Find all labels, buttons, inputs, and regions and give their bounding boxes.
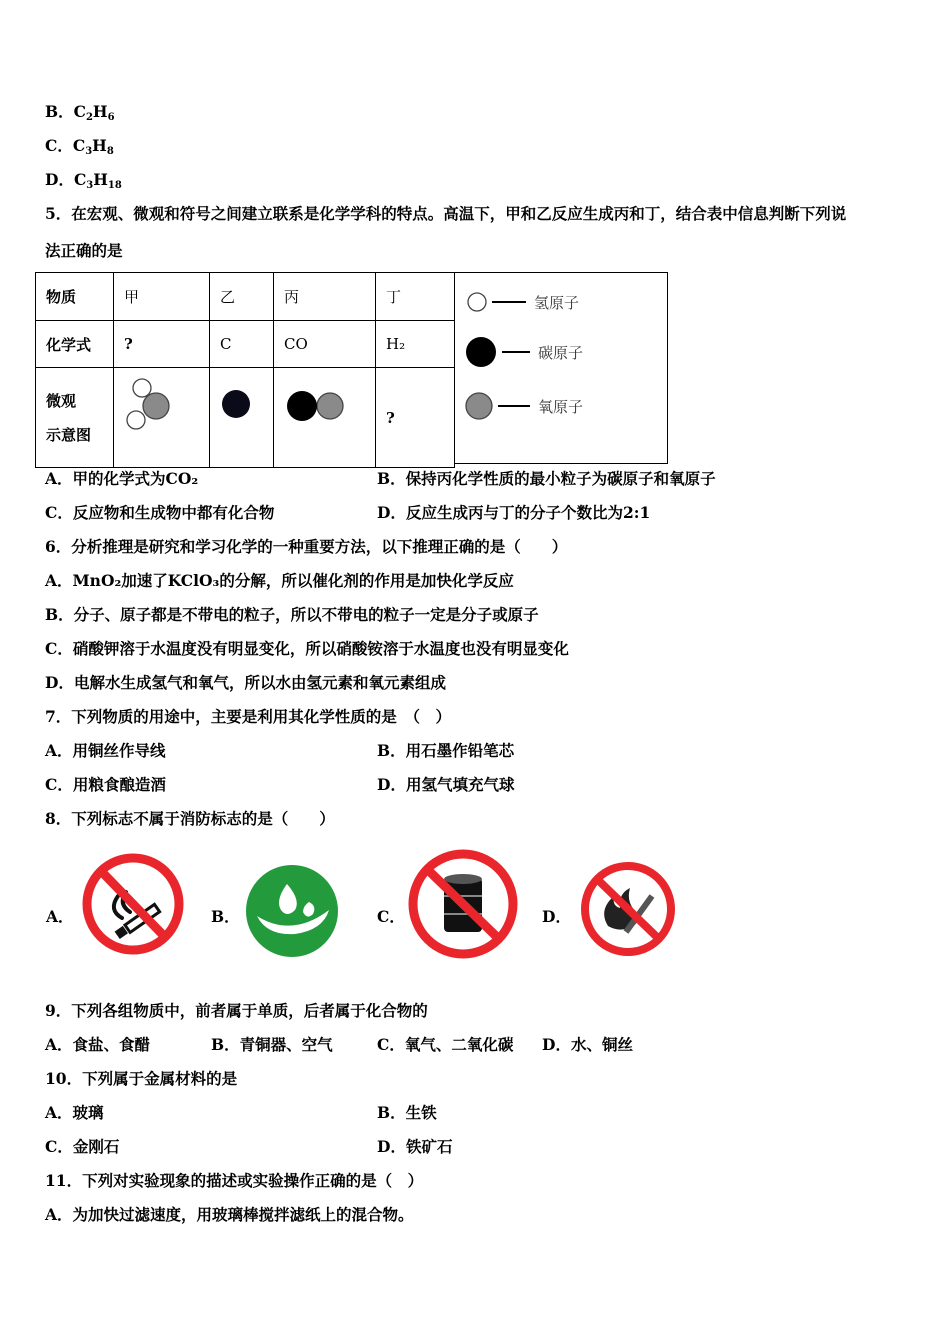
legend-oxygen-label: 氧原子 — [538, 397, 584, 416]
formula-jia: ? — [114, 321, 210, 368]
legend-hydrogen-label: 氢原子 — [534, 293, 580, 312]
molecule-yi — [210, 368, 263, 463]
oxygen-atom — [317, 393, 343, 419]
row-header-formula: 化学式 — [36, 321, 114, 368]
q4-option-d: D．$C_3H_{18}$ — [45, 170, 122, 191]
q8-label-b: B． — [211, 907, 240, 926]
formula-ding: H₂ — [376, 321, 455, 368]
cell-jia: 甲 — [114, 273, 210, 321]
q4-option-b: B．$C_2H_6$ — [45, 102, 115, 123]
no-flammables-sign-icon — [406, 848, 520, 960]
cell-bing: 丙 — [274, 273, 376, 321]
q5-option-b: B．保持丙化学性质的最小粒子为碳原子和氧原子 — [377, 469, 716, 488]
q10-option-d: D．铁矿石 — [377, 1137, 453, 1156]
formula-bing: CO — [274, 321, 376, 368]
row-header-micro-line1: 微观 — [46, 391, 77, 410]
q6-option-b: B．分子、原子都是不带电的粒子，所以不带电的粒子一定是分子或原子 — [45, 605, 539, 624]
q10-option-a: A．玻璃 — [45, 1103, 104, 1122]
carbon-atom — [287, 391, 317, 421]
q11-stem: 11．下列对实验现象的描述或实验操作正确的是（ ） — [45, 1171, 424, 1190]
q11-option-a: A．为加快过滤速度，用玻璃棒搅拌滤纸上的混合物。 — [45, 1205, 414, 1224]
micro-bing — [274, 368, 376, 468]
legend-carbon — [464, 335, 583, 369]
q8-label-c: C． — [377, 907, 405, 926]
molecule-jia — [114, 368, 199, 463]
row-header-micro-line2: 示意图 — [46, 425, 92, 444]
q5-table — [35, 272, 455, 468]
q8-stem: 8．下列标志不属于消防标志的是（ ） — [45, 809, 335, 828]
q6-stem: 6．分析推理是研究和学习化学的一种重要方法，以下推理正确的是（ ） — [45, 537, 568, 556]
q8-label-a: A． — [46, 907, 74, 926]
q9-option-c: C．氧气、二氧化碳 — [377, 1035, 514, 1054]
no-fire-sign-icon — [578, 860, 678, 958]
q10-stem: 10．下列属于金属材料的是 — [45, 1069, 238, 1088]
cell-ding: 丁 — [376, 273, 455, 321]
q6-option-a: A．MnO₂加速了KClO₃的分解，所以催化剂的作用是加快化学反应 — [45, 571, 514, 590]
q9-option-d: D．水、铜丝 — [542, 1035, 633, 1054]
cell-yi: 乙 — [210, 273, 274, 321]
q5-stem-line1: 5．在宏观、微观和符号之间建立联系是化学学科的特点。高温下，甲和乙反应生成丙和丁，结合表中信息判断下列说 — [45, 204, 847, 223]
q6-option-d: D．电解水生成氢气和氧气，所以水由氢元素和氧元素组成 — [45, 673, 446, 692]
carbon-atom — [222, 390, 250, 418]
no-smoking-sign-icon — [80, 852, 186, 956]
q10-option-c: C．金刚石 — [45, 1137, 120, 1156]
q5-option-a: A．甲的化学式为CO₂ — [45, 469, 199, 488]
q4-option-c: C．$C_3H_8$ — [45, 136, 114, 157]
q7-option-c: C．用粮食酿造酒 — [45, 775, 166, 794]
carbon-atom-icon — [464, 335, 498, 369]
micro-yi — [210, 368, 274, 468]
q9-option-a: A．食盐、食醋 — [45, 1035, 151, 1054]
molecule-bing — [274, 368, 365, 463]
oxygen-atom — [143, 393, 169, 419]
q7-stem: 7．下列物质的用途中，主要是利用其化学性质的是 （ ） — [45, 707, 452, 726]
q5-stem-line2: 法正确的是 — [45, 241, 123, 260]
oxygen-atom-icon — [464, 391, 494, 421]
hydrogen-atom-2 — [127, 411, 145, 429]
q9-option-b: B．青铜器、空气 — [211, 1035, 333, 1054]
row-header-micro — [36, 368, 114, 468]
q7-option-b: B．用石墨作铅笔芯 — [377, 741, 515, 760]
q5-option-c: C．反应物和生成物中都有化合物 — [45, 503, 275, 522]
legend-oxygen — [464, 391, 583, 421]
hydrogen-atom-1 — [133, 379, 151, 397]
formula-yi: C — [210, 321, 274, 368]
q6-option-c: C．硝酸钾溶于水温度没有明显变化，所以硝酸铵溶于水温度也没有明显变化 — [45, 639, 569, 658]
legend-carbon-label: 碳原子 — [538, 343, 584, 362]
q10-option-b: B．生铁 — [377, 1103, 437, 1122]
hydrogen-atom-icon — [466, 291, 488, 313]
q8-label-d: D． — [542, 907, 571, 926]
legend-hydrogen — [466, 291, 579, 313]
q7-option-d: D．用氢气填充气球 — [377, 775, 515, 794]
micro-jia — [114, 368, 210, 468]
atom-legend — [454, 272, 668, 464]
q9-stem: 9．下列各组物质中，前者属于单质，后者属于化合物的 — [45, 1001, 428, 1020]
row-header-substance: 物质 — [36, 273, 114, 321]
q5-option-d: D．反应生成丙与丁的分子个数比为2:1 — [377, 503, 651, 522]
water-saving-sign-icon — [245, 864, 339, 958]
q7-option-a: A．用铜丝作导线 — [45, 741, 166, 760]
micro-ding: ? — [376, 368, 455, 468]
